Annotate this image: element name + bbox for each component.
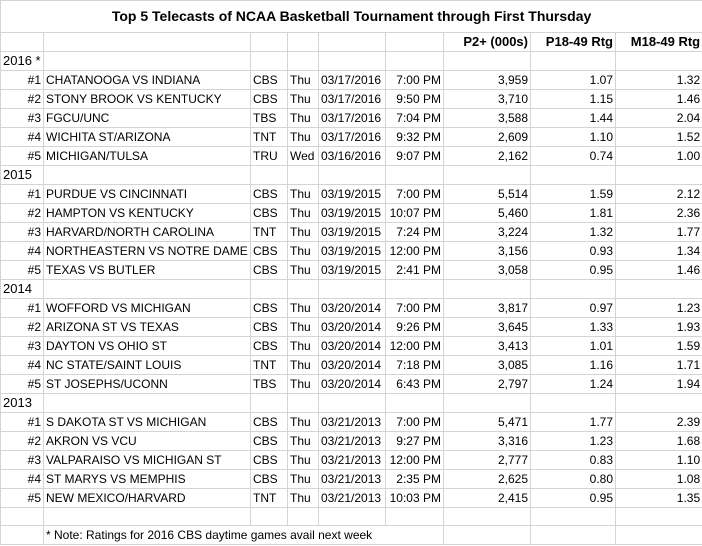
year-row <box>1 394 702 413</box>
time-cell: 7:00 PM <box>386 299 444 318</box>
date-cell: 03/19/2015 <box>319 261 386 280</box>
m1849-cell: 2.36 <box>616 204 702 223</box>
table-row <box>1 451 702 470</box>
game-cell: CHATANOOGA VS INDIANA <box>44 71 251 90</box>
network-cell: TBS <box>251 375 288 394</box>
table-row <box>1 71 702 90</box>
rank-cell: #2 <box>1 432 44 451</box>
p2-cell: 3,085 <box>444 356 531 375</box>
date-cell: 03/20/2014 <box>319 356 386 375</box>
day-cell: Thu <box>288 261 319 280</box>
rank-cell: #5 <box>1 375 44 394</box>
p2-cell: 2,415 <box>444 489 531 508</box>
network-cell: CBS <box>251 451 288 470</box>
date-cell: 03/19/2015 <box>319 185 386 204</box>
m1849-cell: 1.08 <box>616 470 702 489</box>
game-cell: HAMPTON VS KENTUCKY <box>44 204 251 223</box>
rank-cell: #1 <box>1 185 44 204</box>
day-cell: Thu <box>288 223 319 242</box>
p1849-cell: 1.32 <box>531 223 616 242</box>
m1849-cell: 1.34 <box>616 242 702 261</box>
time-cell: 9:07 PM <box>386 147 444 166</box>
m1849-cell: 1.68 <box>616 432 702 451</box>
time-cell: 12:00 PM <box>386 242 444 261</box>
day-cell: Thu <box>288 242 319 261</box>
p2-cell: 3,645 <box>444 318 531 337</box>
network-cell: CBS <box>251 71 288 90</box>
m1849-cell: 1.00 <box>616 147 702 166</box>
table-row <box>1 413 702 432</box>
date-cell: 03/20/2014 <box>319 337 386 356</box>
m1849-cell: 1.32 <box>616 71 702 90</box>
rank-cell: #2 <box>1 90 44 109</box>
time-cell: 10:07 PM <box>386 204 444 223</box>
title-row <box>1 1 702 33</box>
header-p2: P2+ (000s) <box>444 33 531 52</box>
date-cell: 03/19/2015 <box>319 204 386 223</box>
p2-cell: 2,162 <box>444 147 531 166</box>
m1849-cell: 1.59 <box>616 337 702 356</box>
m1849-cell: 1.35 <box>616 489 702 508</box>
table-row <box>1 204 702 223</box>
p1849-cell: 1.15 <box>531 90 616 109</box>
day-cell: Thu <box>288 470 319 489</box>
time-cell: 12:00 PM <box>386 451 444 470</box>
network-cell: TNT <box>251 489 288 508</box>
time-cell: 7:00 PM <box>386 185 444 204</box>
time-cell: 7:18 PM <box>386 356 444 375</box>
table-row <box>1 128 702 147</box>
network-cell: CBS <box>251 185 288 204</box>
time-cell: 7:00 PM <box>386 71 444 90</box>
rank-cell: #2 <box>1 204 44 223</box>
game-cell: AKRON VS VCU <box>44 432 251 451</box>
day-cell: Thu <box>288 128 319 147</box>
p2-cell: 3,058 <box>444 261 531 280</box>
date-cell: 03/20/2014 <box>319 318 386 337</box>
p1849-cell: 0.74 <box>531 147 616 166</box>
p2-cell: 3,224 <box>444 223 531 242</box>
year-row <box>1 52 702 71</box>
time-cell: 9:50 PM <box>386 90 444 109</box>
p2-cell: 2,777 <box>444 451 531 470</box>
m1849-cell: 2.04 <box>616 109 702 128</box>
table-row <box>1 223 702 242</box>
day-cell: Thu <box>288 432 319 451</box>
header-p1849: P18-49 Rtg <box>531 33 616 52</box>
p1849-cell: 0.95 <box>531 261 616 280</box>
time-cell: 9:27 PM <box>386 432 444 451</box>
m1849-cell: 1.46 <box>616 90 702 109</box>
day-cell: Thu <box>288 489 319 508</box>
p1849-cell: 1.81 <box>531 204 616 223</box>
p2-cell: 3,817 <box>444 299 531 318</box>
game-cell: STONY BROOK VS KENTUCKY <box>44 90 251 109</box>
section-year: 2013 <box>1 394 44 413</box>
rank-cell: #4 <box>1 242 44 261</box>
network-cell: TBS <box>251 109 288 128</box>
network-cell: TRU <box>251 147 288 166</box>
network-cell: CBS <box>251 470 288 489</box>
m1849-cell: 1.93 <box>616 318 702 337</box>
p1849-cell: 1.07 <box>531 71 616 90</box>
table-row <box>1 185 702 204</box>
p2-cell: 2,625 <box>444 470 531 489</box>
table-row <box>1 375 702 394</box>
day-cell: Thu <box>288 204 319 223</box>
rank-cell: #3 <box>1 109 44 128</box>
section-year: 2014 <box>1 280 44 299</box>
p1849-cell: 0.93 <box>531 242 616 261</box>
table-row <box>1 318 702 337</box>
date-cell: 03/19/2015 <box>319 223 386 242</box>
p1849-cell: 1.44 <box>531 109 616 128</box>
m1849-cell: 1.23 <box>616 299 702 318</box>
p2-cell: 3,316 <box>444 432 531 451</box>
day-cell: Thu <box>288 109 319 128</box>
rank-cell: #4 <box>1 470 44 489</box>
m1849-cell: 1.71 <box>616 356 702 375</box>
section-year: 2016 * <box>1 52 44 71</box>
day-cell: Thu <box>288 356 319 375</box>
game-cell: ST MARYS VS MEMPHIS <box>44 470 251 489</box>
day-cell: Thu <box>288 413 319 432</box>
p2-cell: 3,413 <box>444 337 531 356</box>
p1849-cell: 0.80 <box>531 470 616 489</box>
p1849-cell: 1.77 <box>531 413 616 432</box>
rank-cell: #1 <box>1 299 44 318</box>
p2-cell: 3,156 <box>444 242 531 261</box>
date-cell: 03/17/2016 <box>319 71 386 90</box>
p1849-cell: 1.33 <box>531 318 616 337</box>
network-cell: TNT <box>251 356 288 375</box>
date-cell: 03/17/2016 <box>319 109 386 128</box>
time-cell: 7:24 PM <box>386 223 444 242</box>
time-cell: 9:32 PM <box>386 128 444 147</box>
time-cell: 6:43 PM <box>386 375 444 394</box>
network-cell: TNT <box>251 223 288 242</box>
table-row <box>1 432 702 451</box>
blank-row <box>1 508 702 526</box>
rank-cell: #5 <box>1 489 44 508</box>
date-cell: 03/20/2014 <box>319 299 386 318</box>
day-cell: Thu <box>288 337 319 356</box>
table-row <box>1 470 702 489</box>
game-cell: TEXAS VS BUTLER <box>44 261 251 280</box>
day-cell: Thu <box>288 71 319 90</box>
rank-cell: #4 <box>1 356 44 375</box>
day-cell: Thu <box>288 375 319 394</box>
rank-cell: #3 <box>1 223 44 242</box>
game-cell: ARIZONA ST VS TEXAS <box>44 318 251 337</box>
p2-cell: 5,471 <box>444 413 531 432</box>
network-cell: CBS <box>251 299 288 318</box>
day-cell: Thu <box>288 299 319 318</box>
date-cell: 03/17/2016 <box>319 90 386 109</box>
game-cell: MICHIGAN/TULSA <box>44 147 251 166</box>
m1849-cell: 1.77 <box>616 223 702 242</box>
network-cell: CBS <box>251 261 288 280</box>
game-cell: NC STATE/SAINT LOUIS <box>44 356 251 375</box>
p1849-cell: 1.23 <box>531 432 616 451</box>
date-cell: 03/21/2013 <box>319 489 386 508</box>
rank-cell: #5 <box>1 147 44 166</box>
p1849-cell: 1.24 <box>531 375 616 394</box>
network-cell: CBS <box>251 242 288 261</box>
date-cell: 03/19/2015 <box>319 242 386 261</box>
game-cell: FGCU/UNC <box>44 109 251 128</box>
p2-cell: 3,710 <box>444 90 531 109</box>
table-body <box>1 1 702 545</box>
network-cell: CBS <box>251 204 288 223</box>
game-cell: HARVARD/NORTH CAROLINA <box>44 223 251 242</box>
rank-cell: #3 <box>1 451 44 470</box>
network-cell: CBS <box>251 90 288 109</box>
m1849-cell: 2.39 <box>616 413 702 432</box>
date-cell: 03/21/2013 <box>319 451 386 470</box>
game-cell: WICHITA ST/ARIZONA <box>44 128 251 147</box>
time-cell: 12:00 PM <box>386 337 444 356</box>
time-cell: 7:00 PM <box>386 413 444 432</box>
game-cell: S DAKOTA ST VS MICHIGAN <box>44 413 251 432</box>
m1849-cell: 1.10 <box>616 451 702 470</box>
p2-cell: 5,514 <box>444 185 531 204</box>
day-cell: Thu <box>288 90 319 109</box>
p1849-cell: 0.83 <box>531 451 616 470</box>
header-m1849: M18-49 Rtg <box>616 33 702 52</box>
p1849-cell: 0.97 <box>531 299 616 318</box>
rank-cell: #5 <box>1 261 44 280</box>
table-row <box>1 337 702 356</box>
m1849-cell: 1.94 <box>616 375 702 394</box>
network-cell: CBS <box>251 337 288 356</box>
table-row <box>1 299 702 318</box>
p1849-cell: 1.59 <box>531 185 616 204</box>
time-cell: 2:35 PM <box>386 470 444 489</box>
p2-cell: 2,797 <box>444 375 531 394</box>
table-row <box>1 90 702 109</box>
section-year: 2015 <box>1 166 44 185</box>
table-row <box>1 489 702 508</box>
rank-cell: #3 <box>1 337 44 356</box>
rank-cell: #4 <box>1 128 44 147</box>
note-row <box>1 526 702 545</box>
header-row <box>1 33 702 52</box>
m1849-cell: 2.12 <box>616 185 702 204</box>
time-cell: 10:03 PM <box>386 489 444 508</box>
day-cell: Thu <box>288 451 319 470</box>
table-row <box>1 147 702 166</box>
m1849-cell: 1.46 <box>616 261 702 280</box>
game-cell: WOFFORD VS MICHIGAN <box>44 299 251 318</box>
date-cell: 03/21/2013 <box>319 470 386 489</box>
p2-cell: 3,588 <box>444 109 531 128</box>
p1849-cell: 0.95 <box>531 489 616 508</box>
day-cell: Thu <box>288 318 319 337</box>
p1849-cell: 1.16 <box>531 356 616 375</box>
game-cell: ST JOSEPHS/UCONN <box>44 375 251 394</box>
year-row <box>1 280 702 299</box>
date-cell: 03/21/2013 <box>319 413 386 432</box>
date-cell: 03/21/2013 <box>319 432 386 451</box>
p2-cell: 5,460 <box>444 204 531 223</box>
network-cell: CBS <box>251 318 288 337</box>
p1849-cell: 1.01 <box>531 337 616 356</box>
table-row <box>1 242 702 261</box>
table-row <box>1 109 702 128</box>
date-cell: 03/20/2014 <box>319 375 386 394</box>
day-cell: Wed <box>288 147 319 166</box>
date-cell: 03/17/2016 <box>319 128 386 147</box>
day-cell: Thu <box>288 185 319 204</box>
time-cell: 2:41 PM <box>386 261 444 280</box>
network-cell: CBS <box>251 432 288 451</box>
network-cell: TNT <box>251 128 288 147</box>
p2-cell: 2,609 <box>444 128 531 147</box>
game-cell: NEW MEXICO/HARVARD <box>44 489 251 508</box>
p1849-cell: 1.10 <box>531 128 616 147</box>
game-cell: PURDUE VS CINCINNATI <box>44 185 251 204</box>
rank-cell: #2 <box>1 318 44 337</box>
page-title: Top 5 Telecasts of NCAA Basketball Tournament through First Thursday <box>1 1 702 33</box>
network-cell: CBS <box>251 413 288 432</box>
footnote: * Note: Ratings for 2016 CBS daytime games avail next week <box>44 526 444 545</box>
date-cell: 03/16/2016 <box>319 147 386 166</box>
table-row <box>1 356 702 375</box>
game-cell: NORTHEASTERN VS NOTRE DAME <box>44 242 251 261</box>
rank-cell: #1 <box>1 71 44 90</box>
rank-cell: #1 <box>1 413 44 432</box>
time-cell: 9:26 PM <box>386 318 444 337</box>
p2-cell: 3,959 <box>444 71 531 90</box>
game-cell: DAYTON VS OHIO ST <box>44 337 251 356</box>
time-cell: 7:04 PM <box>386 109 444 128</box>
table-row <box>1 261 702 280</box>
game-cell: VALPARAISO VS MICHIGAN ST <box>44 451 251 470</box>
year-row <box>1 166 702 185</box>
m1849-cell: 1.52 <box>616 128 702 147</box>
